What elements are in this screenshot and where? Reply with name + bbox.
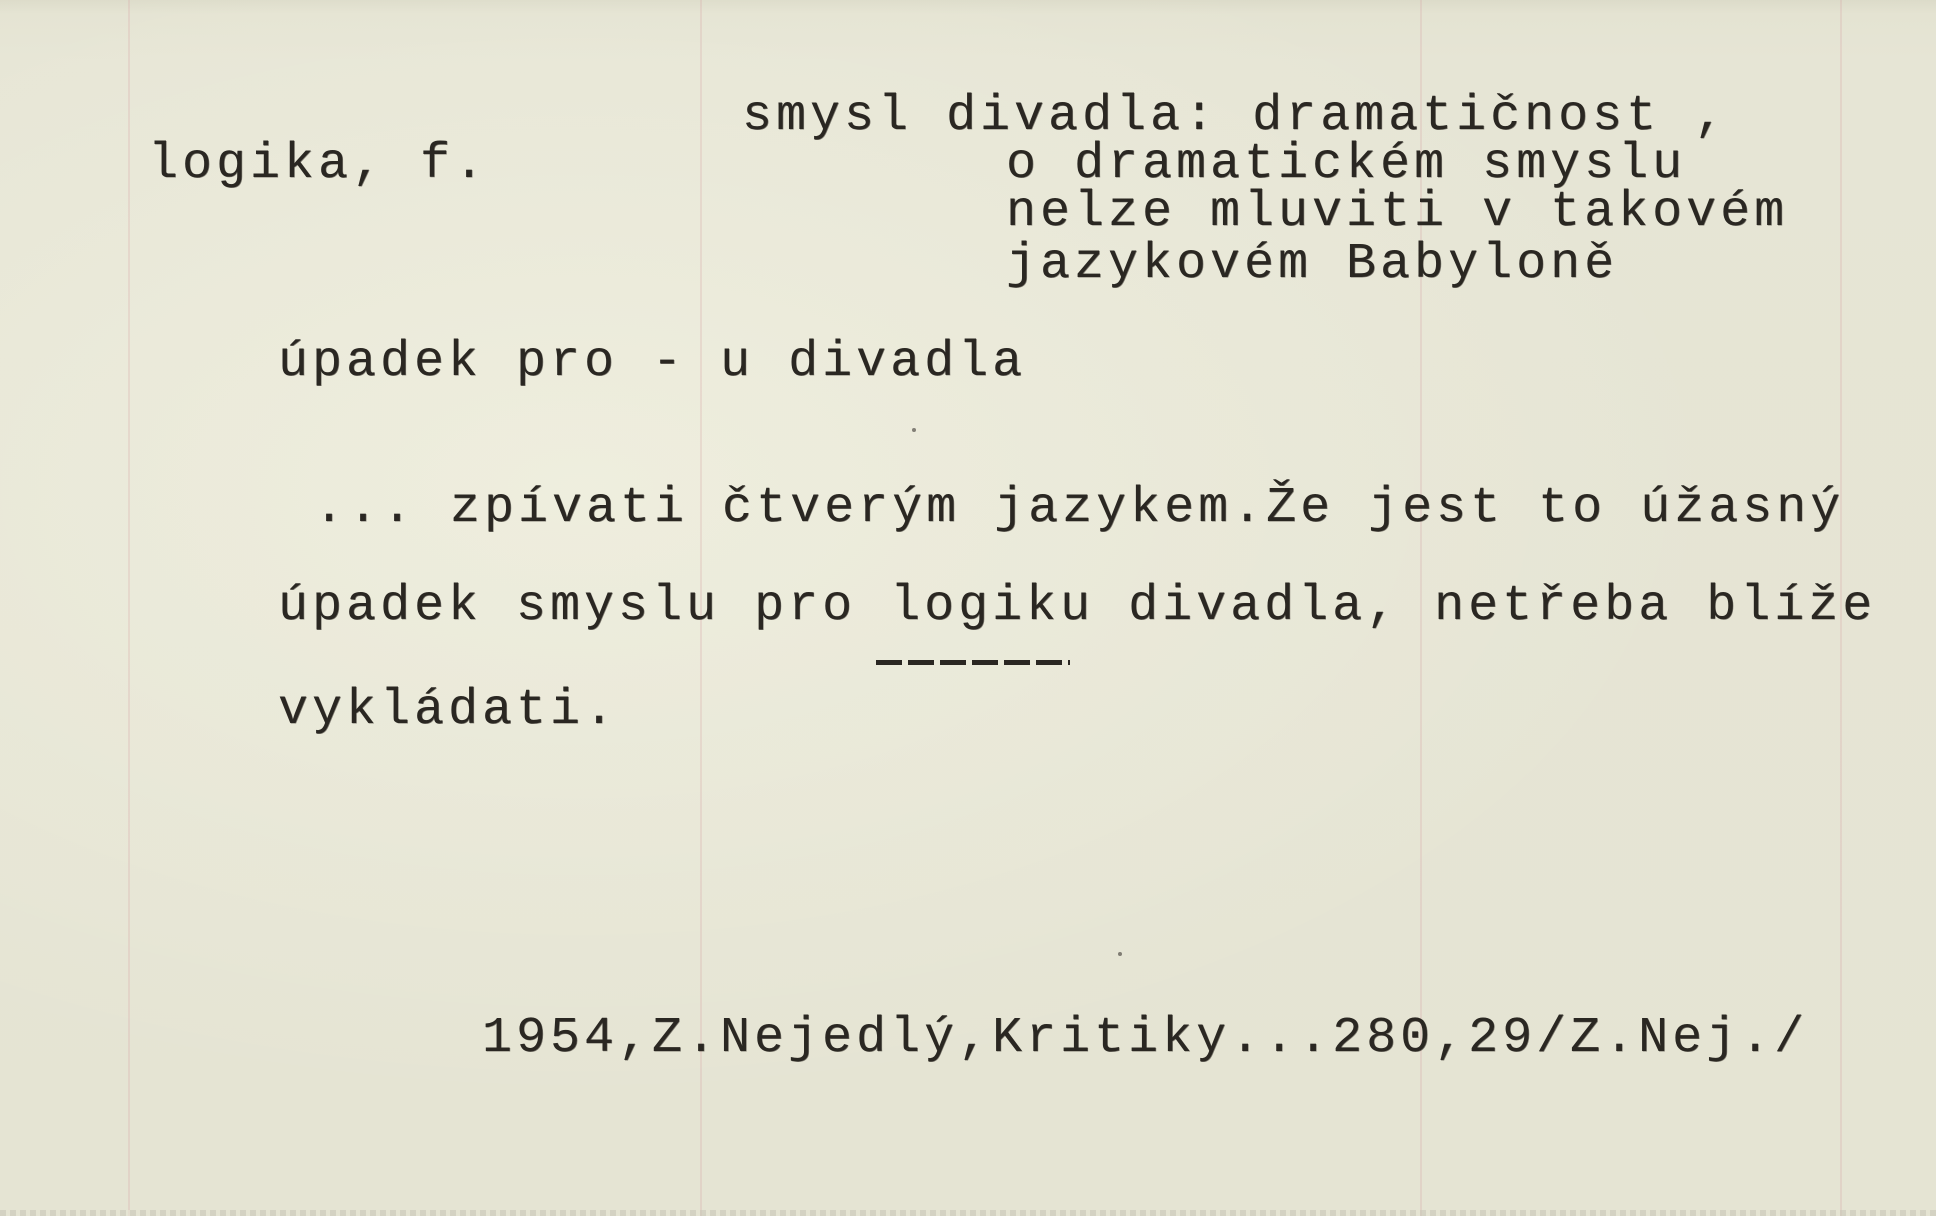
ink-speck — [912, 428, 916, 432]
underline-mark — [876, 660, 1070, 665]
definition-line-2: o dramatickém smyslu — [1006, 136, 1687, 193]
card-bottom-edge — [0, 1210, 1936, 1216]
source-citation: 1954,Z.Nejedlý,Kritiky...280,29/Z.Nej./ — [482, 1010, 1809, 1067]
quote-line-2: úpadek smyslu pro logiku divadla, netřeba blíže — [278, 578, 1877, 635]
quote-line-3: vykládati. — [278, 682, 619, 739]
headword: logika, f. — [148, 136, 489, 193]
quote-line-1: ... zpívati čtverým jazykem.Že jest to úžasný — [314, 480, 1845, 537]
usage-example: úpadek pro - u divadla — [278, 334, 1027, 391]
card-rule-line — [128, 0, 130, 1216]
ink-speck — [1118, 952, 1122, 956]
definition-line-1: smysl divadla: dramatičnost , — [742, 88, 1729, 145]
definition-line-3: nelze mluviti v takovém — [1006, 184, 1789, 241]
definition-line-4: jazykovém Babyloně — [1006, 236, 1619, 293]
